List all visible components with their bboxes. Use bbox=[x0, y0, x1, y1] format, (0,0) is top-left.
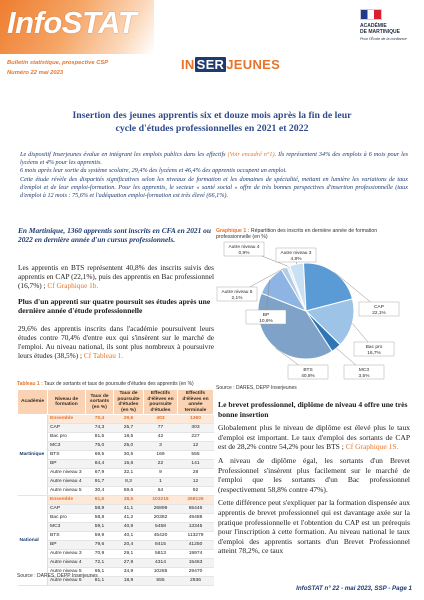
value-cell: 1360 bbox=[178, 415, 214, 424]
left-paragraph-2 bbox=[18, 324, 214, 360]
value-cell: 41250 bbox=[178, 541, 214, 550]
pie-label-name: BP bbox=[262, 313, 270, 318]
brand-logo: InfoSTAT bbox=[7, 5, 137, 40]
value-cell: 15,6 bbox=[114, 460, 144, 469]
intro-paragraph-2: 6 mois après leur sortie du système scolaire, 29,4% des lycéens et 46,4% des apprentis occupent un emploi. bbox=[20, 167, 287, 175]
value-cell: 18,5 bbox=[114, 433, 144, 442]
value-cell: 8,3 bbox=[114, 478, 144, 487]
apprentices-table bbox=[17, 389, 214, 586]
graph-reference-link[interactable]: Cf Graphique 1b. bbox=[47, 281, 99, 290]
level-cell: Autre niveau 6 bbox=[48, 577, 86, 586]
marianne-icon bbox=[360, 9, 382, 20]
value-cell: 29470 bbox=[178, 568, 214, 577]
column-header: Taux de poursuite d'études (en %) bbox=[114, 390, 144, 415]
table-row bbox=[18, 478, 214, 487]
column-header: Niveau de formation bbox=[48, 390, 86, 415]
value-cell: 81,1 bbox=[86, 577, 114, 586]
table-caption-text: Taux de sortants et taux de poursuite d'études des apprentis (en %) bbox=[42, 381, 194, 387]
value-cell: 15463 bbox=[178, 559, 214, 568]
level-cell: CAP bbox=[48, 424, 86, 433]
level-cell: MC3 bbox=[48, 523, 86, 532]
value-cell: 64 bbox=[144, 487, 178, 496]
value-cell: 19974 bbox=[178, 550, 214, 559]
intro-text: Le dispositif Inserjeunes évalue en intégrant les emplois publics dans les effectifs bbox=[20, 151, 228, 158]
right-paragraph-2: A niveau de diplôme égal, les sortants d'un Brevet Professionnel s'insèrent plus facilement sur le marché de l'emploi que les sortants d'un Bac professionnel (respectivement 58,8% contre 47%). bbox=[218, 455, 410, 494]
value-cell: 10285 bbox=[144, 568, 178, 577]
value-cell: 30,4 bbox=[86, 487, 114, 496]
value-cell: 9 bbox=[144, 469, 178, 478]
right-paragraph-3: Cette différence peut s'expliquer par la formation dispensée aux apprentis de brevet professionnel qui est davantage axée sur la pratique professionnelle et l'obtention du CAP est un prérequis pour l'inscription à cette formation. Au niveau national le taux d'emploi des apprentis sortants d'un Brevet Professionnel atteint 78,2%, ce taux bbox=[218, 498, 410, 556]
intro-reference-link[interactable]: (Voir encadré n°1) bbox=[227, 151, 275, 158]
value-cell: 25,0 bbox=[114, 442, 144, 451]
value-cell: 65446 bbox=[178, 505, 214, 514]
right-section-heading: Le brevet professionnel, diplôme de niveau 4 offre une très bonne insertion bbox=[218, 400, 408, 419]
pie-label-name: Autre niveau 3 bbox=[280, 251, 312, 256]
pie-label-value: 16,7% bbox=[367, 351, 381, 356]
paragraph-text: Les apprentis en BTS représentent 40,8% des inscrits suivis des apprentis en CAP (22,1%), puis des apprentis en Bac professionnel (16,7%) ; bbox=[18, 263, 214, 290]
level-cell: Bac pro bbox=[48, 433, 86, 442]
pie-label-value: 10,6% bbox=[259, 319, 273, 324]
table-row bbox=[18, 559, 214, 568]
column-header: Effectifs d'élèves en poursuite d'études bbox=[144, 390, 178, 415]
page-title-line1: Insertion des jeunes apprentis six et douze mois après la fin de leur bbox=[72, 110, 352, 121]
value-cell: 555 bbox=[178, 451, 214, 460]
intro-paragraph-1 bbox=[20, 151, 408, 166]
column-header: Effectifs d'élèves en année terminale bbox=[178, 390, 214, 415]
level-cell: Autre niveau 5 bbox=[48, 487, 86, 496]
academie-cell: Martinique bbox=[18, 415, 48, 496]
table-row bbox=[18, 496, 214, 505]
pie-label-bp bbox=[246, 310, 286, 324]
value-cell: 61,5 bbox=[86, 496, 114, 505]
pie-label-name: Autre niveau 4 bbox=[228, 245, 260, 250]
value-cell: 268126 bbox=[178, 496, 214, 505]
value-cell: 20382 bbox=[144, 514, 178, 523]
value-cell: 28 bbox=[178, 469, 214, 478]
value-cell: 5458 bbox=[144, 523, 178, 532]
right-article bbox=[218, 400, 410, 560]
pie-label-name: BTS bbox=[303, 368, 313, 373]
table-body bbox=[18, 415, 214, 586]
value-cell: 169 bbox=[144, 451, 178, 460]
value-cell: 30,5 bbox=[114, 451, 144, 460]
pie-label-name: MC3 bbox=[358, 368, 370, 373]
value-cell: 1 bbox=[144, 478, 178, 487]
pie-label-autre-niveau-3 bbox=[276, 248, 316, 262]
table-row bbox=[18, 541, 214, 550]
column-header: Académie bbox=[18, 390, 48, 415]
column-header: Taux de sortants (en %) bbox=[86, 390, 114, 415]
value-cell: 58,9 bbox=[86, 505, 114, 514]
value-cell: 113279 bbox=[178, 532, 214, 541]
level-cell: Autre niveau 5 bbox=[48, 568, 86, 577]
pie-label-value: 40,8% bbox=[301, 374, 315, 379]
pie-label-value: 2,1% bbox=[231, 296, 243, 301]
level-cell: BP bbox=[48, 541, 86, 550]
value-cell: 555 bbox=[144, 577, 178, 586]
value-cell: 91,7 bbox=[86, 478, 114, 487]
value-cell: 18,9 bbox=[114, 577, 144, 586]
pie-label-name: Bac pro bbox=[365, 345, 383, 350]
inserjeunes-logo bbox=[181, 57, 280, 73]
level-cell: Ensemble bbox=[48, 415, 86, 424]
pie-label-autre-niveau-4 bbox=[224, 242, 264, 256]
pie-label-mc3 bbox=[344, 365, 384, 379]
table-row bbox=[18, 550, 214, 559]
value-cell: 69,5 bbox=[86, 451, 114, 460]
value-cell: 26899 bbox=[144, 505, 178, 514]
left-lead-text: En Martinique, 1360 apprentis sont inscrits en CFA en 2021 ou 2022 en dernière année d'un cursus professionnels. bbox=[18, 226, 211, 244]
value-cell: 38,5 bbox=[114, 496, 144, 505]
table-row bbox=[18, 433, 214, 442]
value-cell: 67,9 bbox=[86, 469, 114, 478]
value-cell: 141 bbox=[178, 460, 214, 469]
value-cell: 5813 bbox=[144, 550, 178, 559]
chart-caption-prefix: Graphique 1 : bbox=[216, 228, 250, 234]
right-paragraph-1 bbox=[218, 423, 410, 452]
value-cell: 41,2 bbox=[114, 514, 144, 523]
table-row bbox=[18, 514, 214, 523]
pie-label-cap bbox=[359, 302, 399, 316]
value-cell: 13345 bbox=[178, 523, 214, 532]
level-cell: CAP bbox=[48, 505, 86, 514]
chart-source: Source : DARES, DEPP Inserjeunes bbox=[216, 385, 297, 391]
value-cell: 34,9 bbox=[114, 568, 144, 577]
value-cell: 75,0 bbox=[86, 442, 114, 451]
value-cell: 20,4 bbox=[114, 541, 144, 550]
value-cell: 49488 bbox=[178, 514, 214, 523]
value-cell: 22 bbox=[144, 460, 178, 469]
value-cell: 65,1 bbox=[86, 568, 114, 577]
level-cell: Autre niveau 3 bbox=[48, 469, 86, 478]
level-cell: BP bbox=[48, 460, 86, 469]
pie-label-bac-pro bbox=[354, 342, 394, 356]
value-cell: 70,9 bbox=[86, 550, 114, 559]
value-cell: 403 bbox=[144, 415, 178, 424]
value-cell: 27,9 bbox=[114, 559, 144, 568]
value-cell: 92 bbox=[178, 487, 214, 496]
chart-caption-text: Répartition des inscrits en dernière année de formation professionnelle (en %) bbox=[216, 228, 378, 241]
value-cell: 84,4 bbox=[86, 460, 114, 469]
value-cell: 42 bbox=[144, 433, 178, 442]
table-row bbox=[18, 442, 214, 451]
value-cell: 77 bbox=[144, 424, 178, 433]
intro-paragraph-3: Cette étude révèle des disparités significatives selon les niveaux de formation et les domaines de spécialité, mettant en lumière les variations de taux d'emploi et de leur emploi-formation. Pour les apprentis, le secteur « santé social » offre de très bonnes perspectives d'insertion professionnelle (taux d'emploi à 12 mois : 75,6% et l'adéquation emploi-formation est très élevé (66,1%). bbox=[20, 176, 408, 199]
academie-logo-line2: DE MARTINIQUE bbox=[360, 29, 400, 35]
value-cell: 40,1 bbox=[114, 532, 144, 541]
academie-logo-line1: ACADÉMIE bbox=[360, 23, 387, 29]
table-row bbox=[18, 460, 214, 469]
pie-chart bbox=[216, 241, 412, 381]
value-cell: 59,9 bbox=[86, 532, 114, 541]
inserjeunes-logo-part3: JEUNES bbox=[226, 57, 281, 72]
value-cell: 103216 bbox=[144, 496, 178, 505]
table-header-row bbox=[18, 390, 214, 415]
pie-label-autre-niveau-5 bbox=[217, 287, 257, 301]
academie-cell: National bbox=[18, 496, 48, 586]
issue-number: Numéro 22 mai 2023 bbox=[7, 70, 64, 76]
value-cell: 303 bbox=[178, 424, 214, 433]
table-row bbox=[18, 523, 214, 532]
level-cell: BTS bbox=[48, 451, 86, 460]
pie-label-bts bbox=[288, 365, 328, 379]
chart-caption bbox=[216, 228, 412, 241]
level-cell: Autre niveau 3 bbox=[48, 550, 86, 559]
pie-label-name: Autre niveau 5 bbox=[221, 290, 253, 295]
value-cell: 45420 bbox=[144, 532, 178, 541]
inserjeunes-logo-part2: SER bbox=[196, 57, 225, 72]
pie-label-value: 0,9% bbox=[238, 251, 250, 256]
value-cell: 72,1 bbox=[86, 559, 114, 568]
value-cell: 3 bbox=[144, 442, 178, 451]
paragraph-text: 29,6% des apprentis inscrits dans l'académie poursuivent leurs études contre 70,4% d'entre eux qui s'insèrent sur le marché de l'emploi. Au niveau national, ils sont plus nombreux à poursuivre leurs études (38,5%) ; bbox=[18, 324, 214, 360]
page-title bbox=[20, 110, 404, 135]
left-paragraph-1 bbox=[18, 263, 214, 290]
value-cell: 58,8 bbox=[86, 514, 114, 523]
value-cell: 4314 bbox=[144, 559, 178, 568]
pie-label-value: 22,1% bbox=[372, 311, 386, 316]
level-cell: Bac pro bbox=[48, 514, 86, 523]
value-cell: 12 bbox=[178, 442, 214, 451]
inserjeunes-logo-part1: IN bbox=[181, 57, 195, 72]
intro-summary bbox=[20, 151, 408, 199]
value-cell: 32,1 bbox=[114, 469, 144, 478]
level-cell: Autre niveau 4 bbox=[48, 478, 86, 487]
value-cell: 227 bbox=[178, 433, 214, 442]
table-source: Source : DARES, DEPP Inserjeunes bbox=[17, 573, 98, 579]
intro-text: . Ils représentent 34% des emplois à 6 mois pour les lycéens et 4% pour les apprentis. bbox=[20, 151, 408, 166]
pie-label-value: 4,8% bbox=[290, 257, 302, 262]
level-cell: BTS bbox=[48, 532, 86, 541]
table-row bbox=[18, 451, 214, 460]
value-cell: 81,5 bbox=[86, 433, 114, 442]
paragraph-text: Globalement plus le niveau de diplôme est élevé plus le taux d'emploi est important. Le taux d'emploi des sortants de CAP est de 28,2% contre 54,2% pour les BTS ; bbox=[218, 423, 410, 452]
table-reference-link[interactable]: Cf Tableau 1. bbox=[83, 351, 124, 360]
academie-logo-tagline: Pour l'École de la confiance bbox=[360, 37, 407, 41]
bulletin-subtitle: Bulletin statistique, prospective CSP bbox=[7, 60, 109, 66]
value-cell: 29,6 bbox=[114, 415, 144, 424]
level-cell: MC3 bbox=[48, 442, 86, 451]
pie-label-name: CAP bbox=[374, 305, 384, 310]
value-cell: 79,6 bbox=[86, 541, 114, 550]
level-cell: Autre niveau 4 bbox=[48, 559, 86, 568]
value-cell: 70,4 bbox=[86, 415, 114, 424]
table-row bbox=[18, 532, 214, 541]
table-row bbox=[18, 487, 214, 496]
table-row bbox=[18, 469, 214, 478]
value-cell: 8415 bbox=[144, 541, 178, 550]
value-cell: 2936 bbox=[178, 577, 214, 586]
graph-reference-link[interactable]: Cf Graphique 1S. bbox=[345, 442, 399, 452]
value-cell: 29,1 bbox=[114, 550, 144, 559]
table-caption bbox=[17, 381, 213, 387]
page-footer: InfoSTAT n° 22 - mai 2023, SSP - Page 1 bbox=[296, 585, 412, 592]
table-row bbox=[18, 505, 214, 514]
page-title-line2: cycle d'études professionnelles en 2021 et 2022 bbox=[115, 122, 309, 134]
value-cell: 74,3 bbox=[86, 424, 114, 433]
value-cell: 40,9 bbox=[114, 523, 144, 532]
value-cell: 41,1 bbox=[114, 505, 144, 514]
value-cell: 12 bbox=[178, 478, 214, 487]
table-caption-prefix: Tableau 1 : bbox=[17, 381, 43, 387]
left-section-heading: Plus d'un apprenti sur quatre poursuit ses études après une dernière année d'étude professionnelle bbox=[18, 297, 211, 316]
value-cell: 59,1 bbox=[86, 523, 114, 532]
value-cell: 69,6 bbox=[114, 487, 144, 496]
value-cell: 25,7 bbox=[114, 424, 144, 433]
pie-label-value: 3,5% bbox=[358, 374, 370, 379]
level-cell: Ensemble bbox=[48, 496, 86, 505]
academie-logo bbox=[360, 9, 416, 42]
table-row bbox=[18, 415, 214, 424]
table-row bbox=[18, 424, 214, 433]
